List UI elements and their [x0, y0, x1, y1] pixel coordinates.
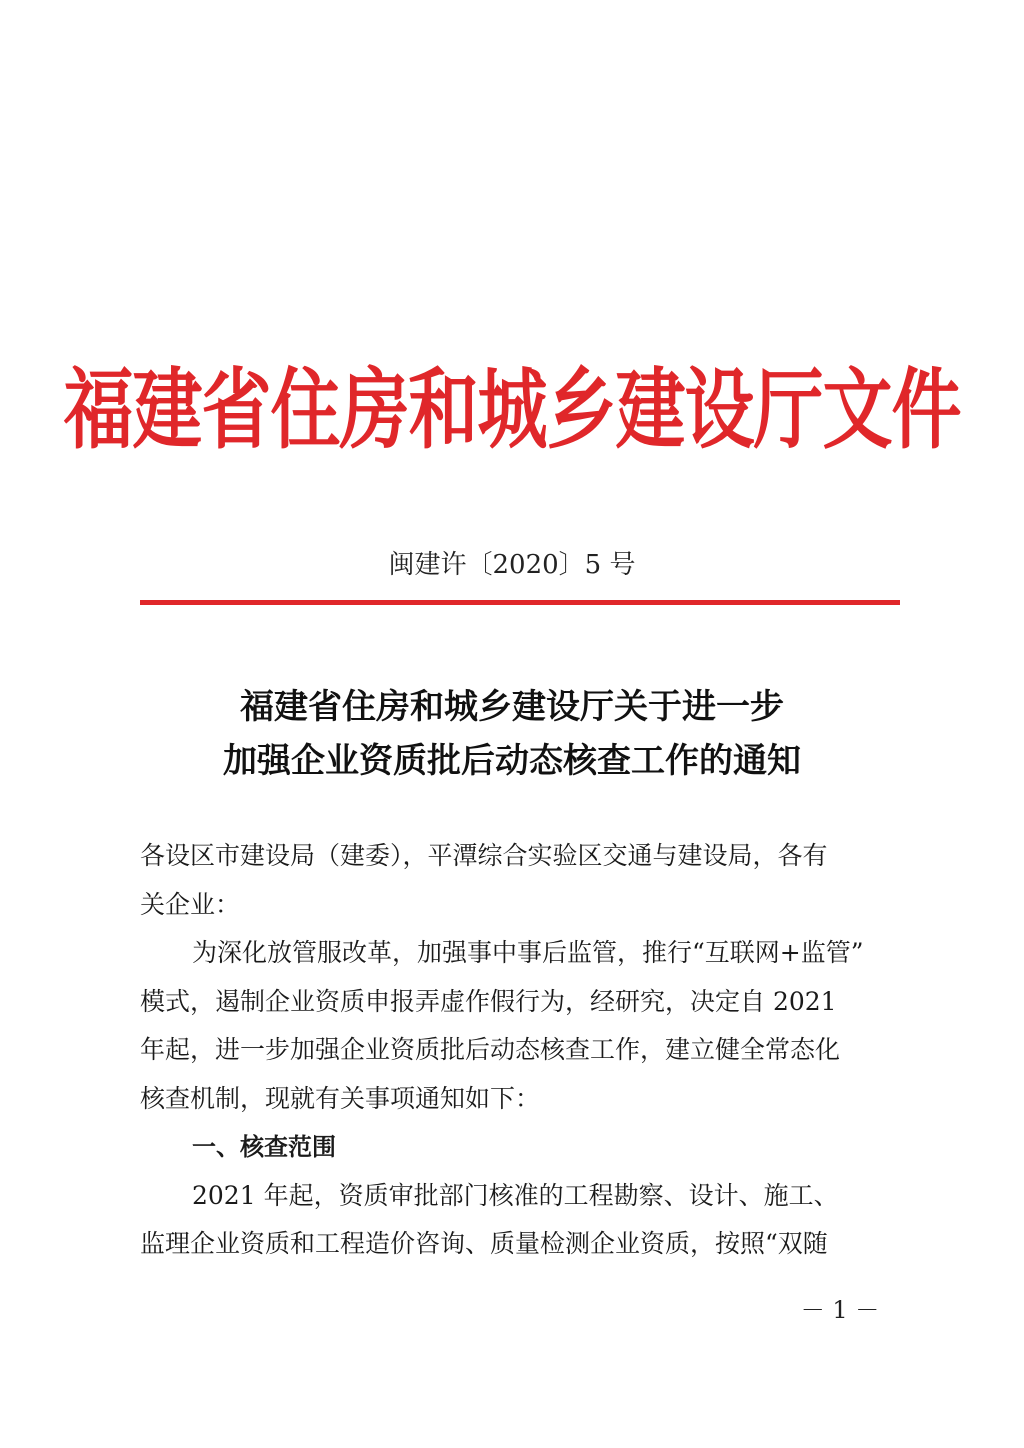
red-divider: [140, 600, 900, 605]
body-line-addressee-cont: 关企业：: [140, 889, 241, 919]
body-line: 核查机制，现就有关事项通知如下：: [140, 1083, 541, 1113]
body-line: 模式，遏制企业资质申报弄虚作假行为，经研究，决定自 2021: [140, 986, 837, 1016]
section-heading-scope: 一、核查范围: [192, 1133, 336, 1161]
notice-title-line-1: 福建省住房和城乡建设厅关于进一步: [240, 687, 784, 727]
masthead-title: 福建省住房和城乡建设厅文件: [63, 358, 961, 462]
body-line: 年起，进一步加强企业资质批后动态核查工作，建立健全常态化: [140, 1035, 841, 1064]
notice-title: [0, 680, 1024, 788]
notice-body: [140, 832, 900, 1269]
notice-title-line-2: 加强企业资质批后动态核查工作的通知: [223, 741, 801, 781]
body-line-paragraph-start: 2021 年起，资质审批部门核准的工程勘察、设计、施工、: [192, 1180, 839, 1210]
body-line-addressee: 各设区市建设局（建委），平潭综合实验区交通与建设局，各有: [140, 841, 828, 870]
document-number: 闽建许〔2020〕5 号: [388, 550, 636, 580]
body-line-paragraph-start: 为深化放管服改革，加强事中事后监管，推行“互联网+监管”: [192, 938, 864, 967]
body-line: 监理企业资质和工程造价咨询、质量检测企业资质，按照“双随: [140, 1229, 828, 1258]
page-number: － 1 －: [800, 1296, 880, 1324]
